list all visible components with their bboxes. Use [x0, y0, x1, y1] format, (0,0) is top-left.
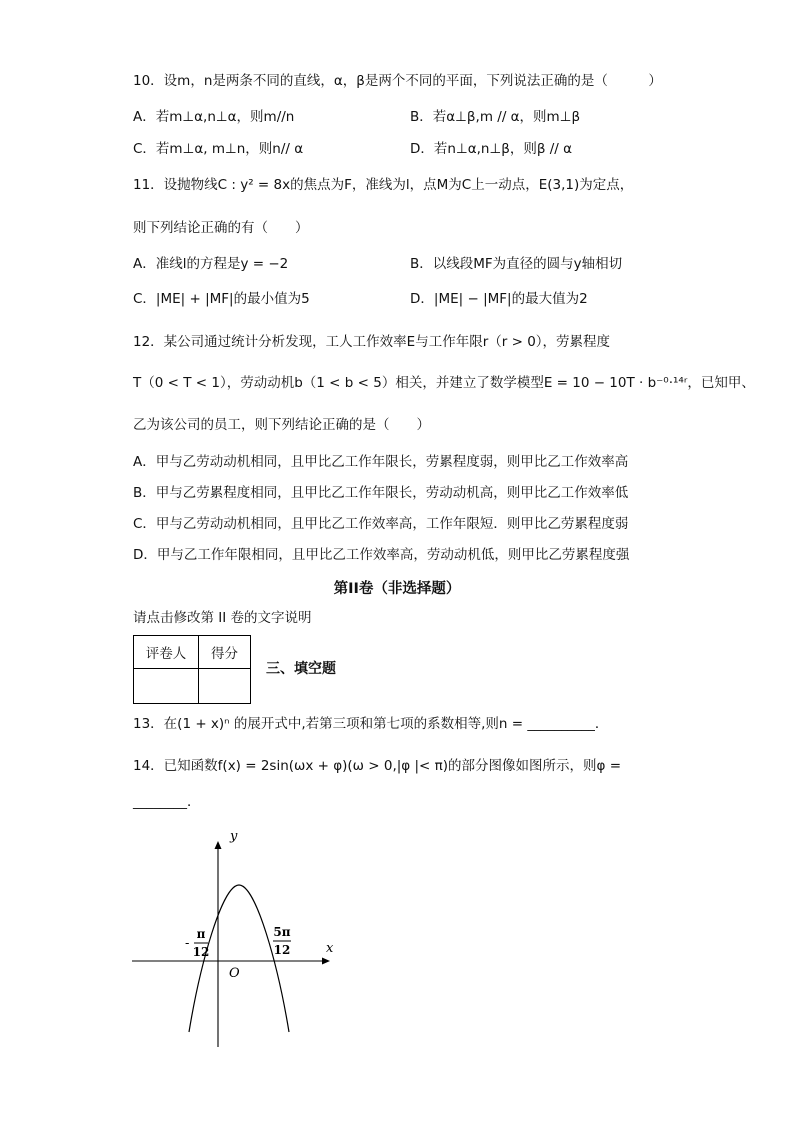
q10-option-a: A．若m⊥α,n⊥α，则m//n [133, 109, 295, 125]
q12-option-b: B．甲与乙劳累程度相同，且甲比乙工作年限长，劳动动机高，则甲比乙工作效率低 [133, 485, 629, 501]
score-table-cell-score[interactable] [199, 669, 251, 704]
y-axis-label: y [230, 829, 238, 844]
x-axis-arrow [322, 958, 330, 965]
score-table-cell-grader[interactable] [134, 669, 199, 704]
sine-graph [125, 825, 355, 1050]
x-axis-label: x [326, 941, 334, 956]
q10-stem: 10．设m，n是两条不同的直线，α，β是两个不同的平面，下列说法正确的是（ ） [133, 73, 662, 89]
origin-label: O [229, 966, 240, 981]
y-axis-arrow [215, 841, 222, 849]
left-zero-sign: - [185, 936, 190, 951]
q10-option-b: B．若α⊥β,m // α，则m⊥β [410, 109, 581, 125]
q11-stem-line2: 则下列结论正确的有（ ） [133, 220, 309, 236]
q11-option-b: B．以线段MF为直径的圆与y轴相切 [410, 256, 623, 272]
q12-stem-line2: T（0 < T < 1），劳动动机b（1 < b < 5）相关，并建立了数学模型E = 10 − 10T · b⁻⁰·¹⁴ʳ，已知甲、 [133, 375, 755, 391]
q10-option-d: D．若n⊥α,n⊥β，则β // α [410, 141, 573, 157]
right-zero-denominator: 12 [273, 943, 291, 957]
q13-text: 13．在(1 + x)ⁿ 的展开式中,若第三项和第七项的系数相等,则n = __________． [133, 716, 609, 732]
score-table-header-score: 得分 [199, 636, 251, 669]
q11-option-a: A．准线l的方程是y = −2 [133, 256, 289, 272]
score-table-header-grader: 评卷人 [134, 636, 199, 669]
q11-stem-line1: 11．设抛物线C : y² = 8x的焦点为F，准线为l，点M为C上一动点，E(3,1)为定点， [133, 177, 634, 193]
right-zero-numerator: 5π [273, 925, 291, 939]
q10-option-c: C．若m⊥α, m⊥n，则n// α [133, 141, 304, 157]
q12-stem-line3: 乙为该公司的员工，则下列结论正确的是（ ） [133, 417, 430, 433]
left-zero-numerator: π [196, 927, 206, 941]
q14-line1: 14．已知函数f(x) = 2sin(ωx + φ)(ω > 0,|φ |< π)的部分图像如图所示，则φ = [133, 758, 622, 774]
q14-line2: ________． [133, 794, 201, 810]
q11-option-d: D．|ME| − |MF|的最大值为2 [410, 291, 588, 307]
part2-title: 第II卷（非选择题） [333, 581, 461, 597]
q12-stem-line1: 12．某公司通过统计分析发现，工人工作效率E与工作年限r（r > 0），劳累程度 [133, 334, 611, 350]
left-zero-denominator: 12 [192, 945, 210, 959]
q12-option-a: A．甲与乙劳动动机相同，且甲比乙工作年限长，劳累程度弱，则甲比乙工作效率高 [133, 454, 629, 470]
q12-option-c: C．甲与乙劳动动机相同，且甲比乙工作效率高，工作年限短．则甲比乙劳累程度弱 [133, 516, 629, 532]
q12-option-d: D．甲与乙工作年限相同，且甲比乙工作效率高，劳动动机低，则甲比乙劳累程度强 [133, 547, 630, 563]
score-table [133, 635, 251, 704]
section-heading: 三、填空题 [266, 661, 336, 677]
part2-note: 请点击修改第 II 卷的文字说明 [133, 610, 312, 626]
q11-option-c: C．|ME| + |MF|的最小值为5 [133, 291, 310, 307]
